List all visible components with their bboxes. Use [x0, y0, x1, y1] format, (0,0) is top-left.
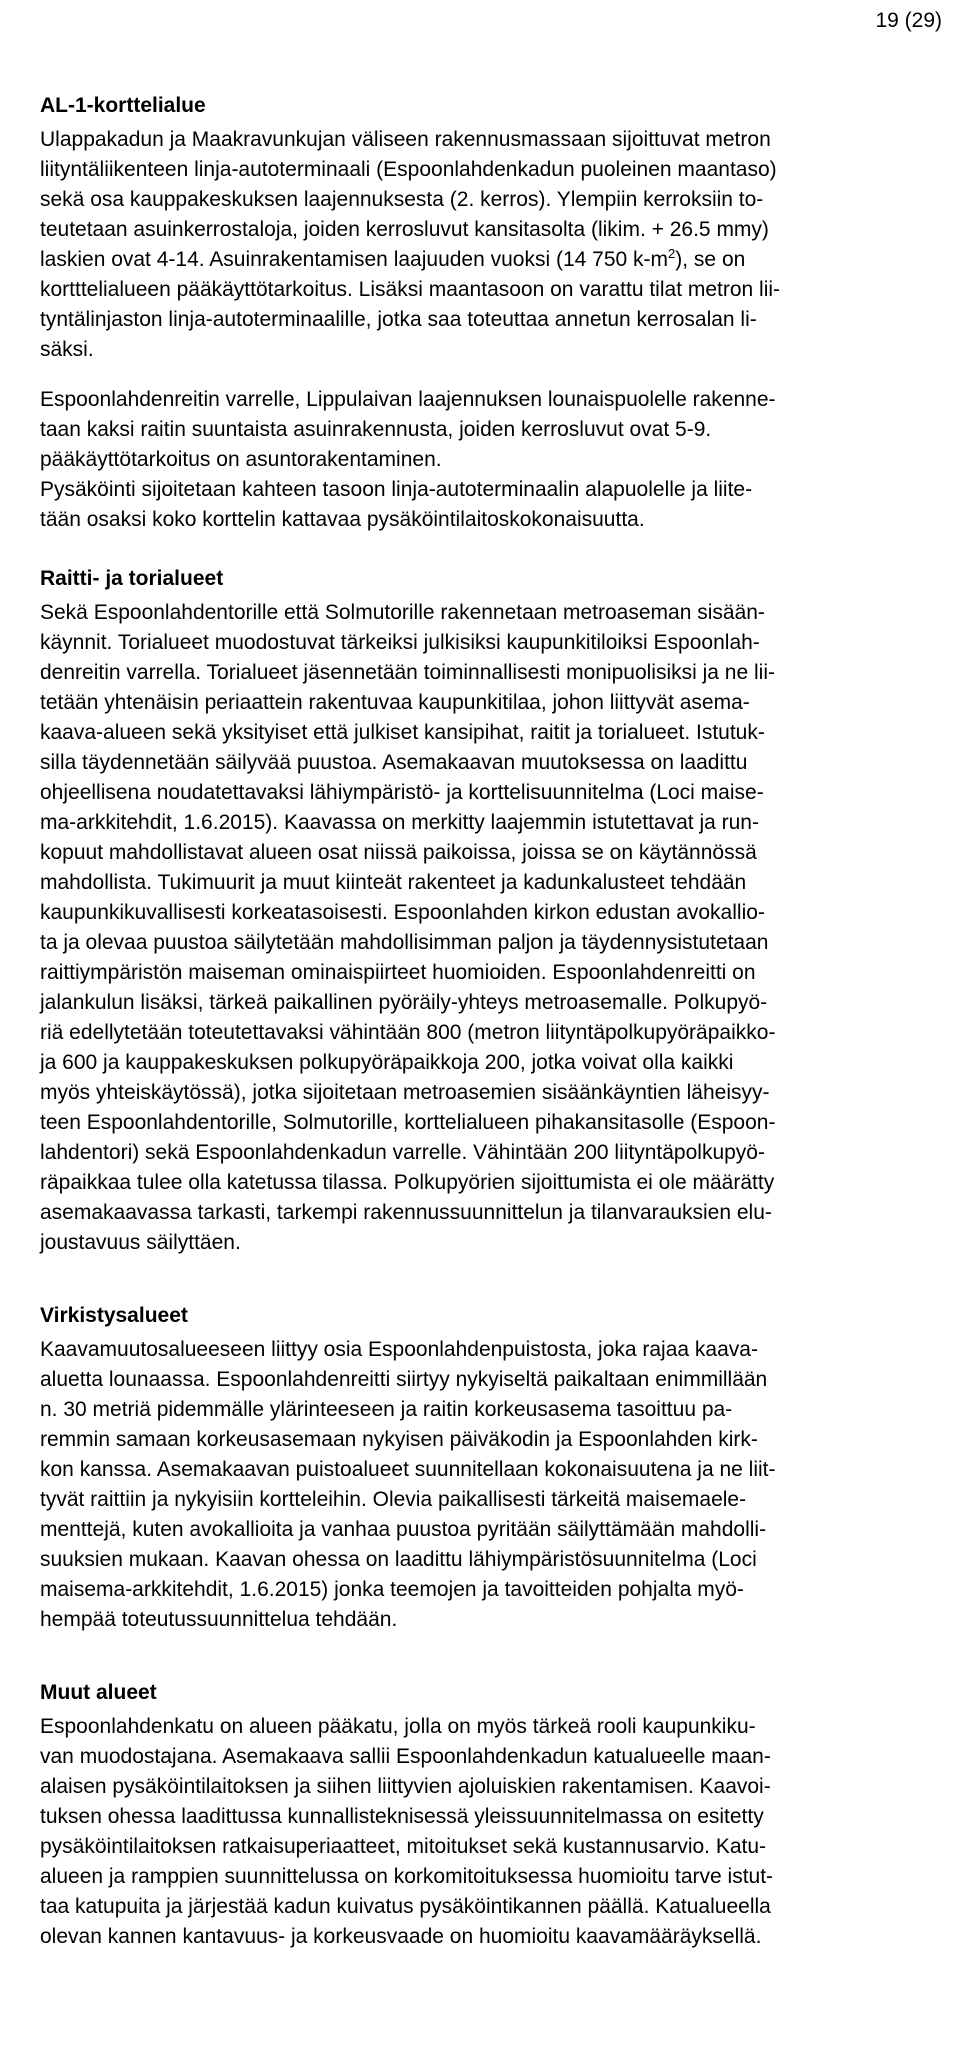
- text-line: liityntäliikenteen linja-autoterminaali (Espoonlahdenkadun puoleinen maantaso): [40, 158, 777, 181]
- text-line: lahdentori) sekä Espoonlahdenkadun varrelle. Vähintään 200 liityntäpolkupyö-: [40, 1141, 765, 1164]
- section-gap: [40, 1258, 940, 1302]
- text-line: kopuut mahdollistavat alueen osat niissä paikoissa, joissa se on käytännössä: [40, 841, 757, 864]
- text-segment: ), se on: [675, 248, 746, 271]
- text-line: maisema-arkkitehdit, 1.6.2015) jonka teemojen ja tavoitteiden pohjalta myö-: [40, 1578, 744, 1601]
- text-line: riä edellytetään toteutettavaksi vähintään 800 (metron liityntäpolkupyöräpaikko-: [40, 1021, 776, 1044]
- paragraph: [40, 1335, 940, 1635]
- text-line: tuksen ohessa laadittussa kunnallisteknisessä yleissuunnitelmassa on esitetty: [40, 1805, 764, 1828]
- text-line: tetään yhtenäisin periaattein rakentuvaa kaupunkitilaa, johon liittyvät asema-: [40, 691, 750, 714]
- text-line: taan kaksi raitin suuntaista asuinrakennusta, joiden kerrosluvut ovat 5-9.: [40, 418, 712, 441]
- section-heading: Raitti- ja torialueet: [40, 567, 224, 590]
- text-line: alueen ja ramppien suunnittelussa on korkomitoituksessa huomioitu tarve istut-: [40, 1865, 774, 1888]
- text-segment: laskien ovat 4-14. Asuinrakentamisen laajuuden vuoksi (14 750 k-m: [40, 248, 669, 271]
- text-line: hempää toteutussuunnittelua tehdään.: [40, 1608, 398, 1631]
- text-line: ja 600 ja kauppakeskuksen polkupyöräpaikkoja 200, jotka voivat olla kaikki: [40, 1051, 734, 1074]
- section-heading: Muut alueet: [40, 1681, 157, 1704]
- text-line: van muodostajana. Asemakaava sallii Espoonlahdenkadun katualueelle maan-: [40, 1745, 771, 1768]
- text-line: teen Espoonlahdentorille, Solmutorille, korttelialueen pihakansitasolle (Espoon-: [40, 1111, 776, 1134]
- text-line: silla täydennetään säilyvää puustoa. Asemakaavan muutoksessa on laadittu: [40, 751, 748, 774]
- text-line: tyvät raittiin ja nykyisiin kortteleihin. Olevia paikallisesti tärkeitä maisemaele-: [40, 1488, 747, 1511]
- text-line: menttejä, kuten avokallioita ja vanhaa puustoa pyritään säilyttämään mahdolli-: [40, 1518, 767, 1541]
- text-line: ohjeellisena noudatettavaksi lähiympäristö- ja korttelisuunnitelma (Loci maise-: [40, 781, 764, 804]
- text-line: Pysäköinti sijoitetaan kahteen tasoon linja-autoterminaalin alapuolelle ja liite-: [40, 478, 753, 501]
- paragraph-gap: [40, 365, 940, 385]
- text-line: kon kanssa. Asemakaavan puistoalueet suunnitellaan kokonaisuutena ja ne liit-: [40, 1458, 776, 1481]
- text-line: Sekä Espoonlahdentorille että Solmutorille rakennetaan metroaseman sisään-: [40, 601, 765, 624]
- text-line: käynnit. Torialueet muodostuvat tärkeiksi julkisiksi kaupunkitiloiksi Espoonlah-: [40, 631, 760, 654]
- text-line: säksi.: [40, 338, 94, 361]
- text-line: olevan kannen kantavuus- ja korkeusvaade on huomioitu kaavamääräyksellä.: [40, 1925, 762, 1948]
- document-page: [40, 92, 940, 1952]
- paragraph: [40, 385, 940, 535]
- section-virkistysalueet: [40, 1302, 940, 1635]
- text-line: tään osaksi koko korttelin kattavaa pysäköintilaitoskokonaisuutta.: [40, 508, 645, 531]
- paragraph: [40, 1712, 940, 1952]
- text-line: teutetaan asuinkerrostaloja, joiden kerrosluvut kansitasolta (likim. + 26.5 mmy): [40, 218, 769, 241]
- text-line: Espoonlahdenreitin varrelle, Lippulaivan laajennuksen lounaispuolelle rakenne-: [40, 388, 776, 411]
- section-heading: Virkistysalueet: [40, 1304, 188, 1327]
- section-raitti-torialueet: [40, 565, 940, 1258]
- paragraph: [40, 125, 940, 365]
- text-line: joustavuus säilyttäen.: [40, 1231, 241, 1254]
- text-line: suuksien mukaan. Kaavan ohessa on laadittu lähiympäristösuunnitelma (Loci: [40, 1548, 757, 1571]
- text-line: pääkäyttötarkoitus on asuntorakentaminen.: [40, 448, 442, 471]
- text-line: Espoonlahdenkatu on alueen pääkatu, jolla on myös tärkeä rooli kaupunkiku-: [40, 1715, 756, 1738]
- text-line: pysäköintilaitoksen ratkaisuperiaatteet, mitoitukset sekä kustannusarvio. Katu-: [40, 1835, 767, 1858]
- text-line: myös yhteiskäytössä), jotka sijoitetaan metroasemien sisäänkäyntien läheisyy-: [40, 1081, 770, 1104]
- section-gap: [40, 1635, 940, 1679]
- text-line: kortttelialueen pääkäyttötarkoitus. Lisäksi maantasoon on varattu tilat metron lii-: [40, 278, 781, 301]
- text-line: n. 30 metriä pidemmälle ylärinteeseen ja raitin korkeusasema tasoittuu pa-: [40, 1398, 733, 1421]
- text-line: kaava-alueen sekä yksityiset että julkiset kansipihat, raitit ja torialueet. Istutuk-: [40, 721, 765, 744]
- text-line: mahdollista. Tukimuurit ja muut kiinteät rakenteet ja kadunkalusteet tehdään: [40, 871, 747, 894]
- text-line: [40, 245, 940, 275]
- text-line: denreitin varrella. Torialueet jäsennetään toiminnallisesti monipuolisiksi ja ne lii-: [40, 661, 775, 684]
- text-line: Kaavamuutosalueeseen liittyy osia Espoonlahdenpuistosta, joka rajaa kaava-: [40, 1338, 758, 1361]
- section-al1: [40, 92, 940, 535]
- section-heading: AL-1-korttelialue: [40, 94, 206, 117]
- text-line: raittiympäristön maiseman ominaispiirteet huomioiden. Espoonlahdenreitti on: [40, 961, 756, 984]
- section-muut-alueet: [40, 1679, 940, 1952]
- text-line: kaupunkikuvallisesti korkeatasoisesti. Espoonlahden kirkon edustan avokallio-: [40, 901, 765, 924]
- section-gap: [40, 535, 940, 565]
- text-line: sekä osa kauppakeskuksen laajennuksesta (2. kerros). Ylempiin kerroksiin to-: [40, 188, 764, 211]
- text-line: aluetta lounaassa. Espoonlahdenreitti siirtyy nykyiseltä paikaltaan enimmillään: [40, 1368, 768, 1391]
- text-line: ta ja olevaa puustoa säilytetään mahdollisimman paljon ja täydennysistutetaan: [40, 931, 769, 954]
- text-line: Ulappakadun ja Maakravunkujan väliseen rakennusmassaan sijoittuvat metron: [40, 128, 771, 151]
- text-line: asemakaavassa tarkasti, tarkempi rakennussuunnittelun ja tilanvarauksien elu-: [40, 1201, 772, 1224]
- text-line: taa katupuita ja järjestää kadun kuivatus pysäköintikannen päällä. Katualueella: [40, 1895, 771, 1918]
- text-line: alaisen pysäköintilaitoksen ja siihen liittyvien ajoluiskien rakentamisen. Kaavoi-: [40, 1775, 771, 1798]
- text-line: tyntälinjaston linja-autoterminaalille, jotka saa toteuttaa annetun kerrosalan li-: [40, 308, 757, 331]
- paragraph: [40, 598, 940, 1258]
- page-number: 19 (29): [875, 9, 942, 32]
- text-line: jalankulun lisäksi, tärkeä paikallinen pyöräily-yhteys metroasemalle. Polkupyö-: [40, 991, 768, 1014]
- text-line: ma-arkkitehdit, 1.6.2015). Kaavassa on merkitty laajemmin istutettavat ja run-: [40, 811, 759, 834]
- text-line: remmin samaan korkeusasemaan nykyisen päiväkodin ja Espoonlahden kirk-: [40, 1428, 758, 1451]
- text-line: räpaikkaa tulee olla katetussa tilassa. Polkupyörien sijoittumista ei ole määrätty: [40, 1171, 775, 1194]
- superscript: 2: [668, 246, 676, 261]
